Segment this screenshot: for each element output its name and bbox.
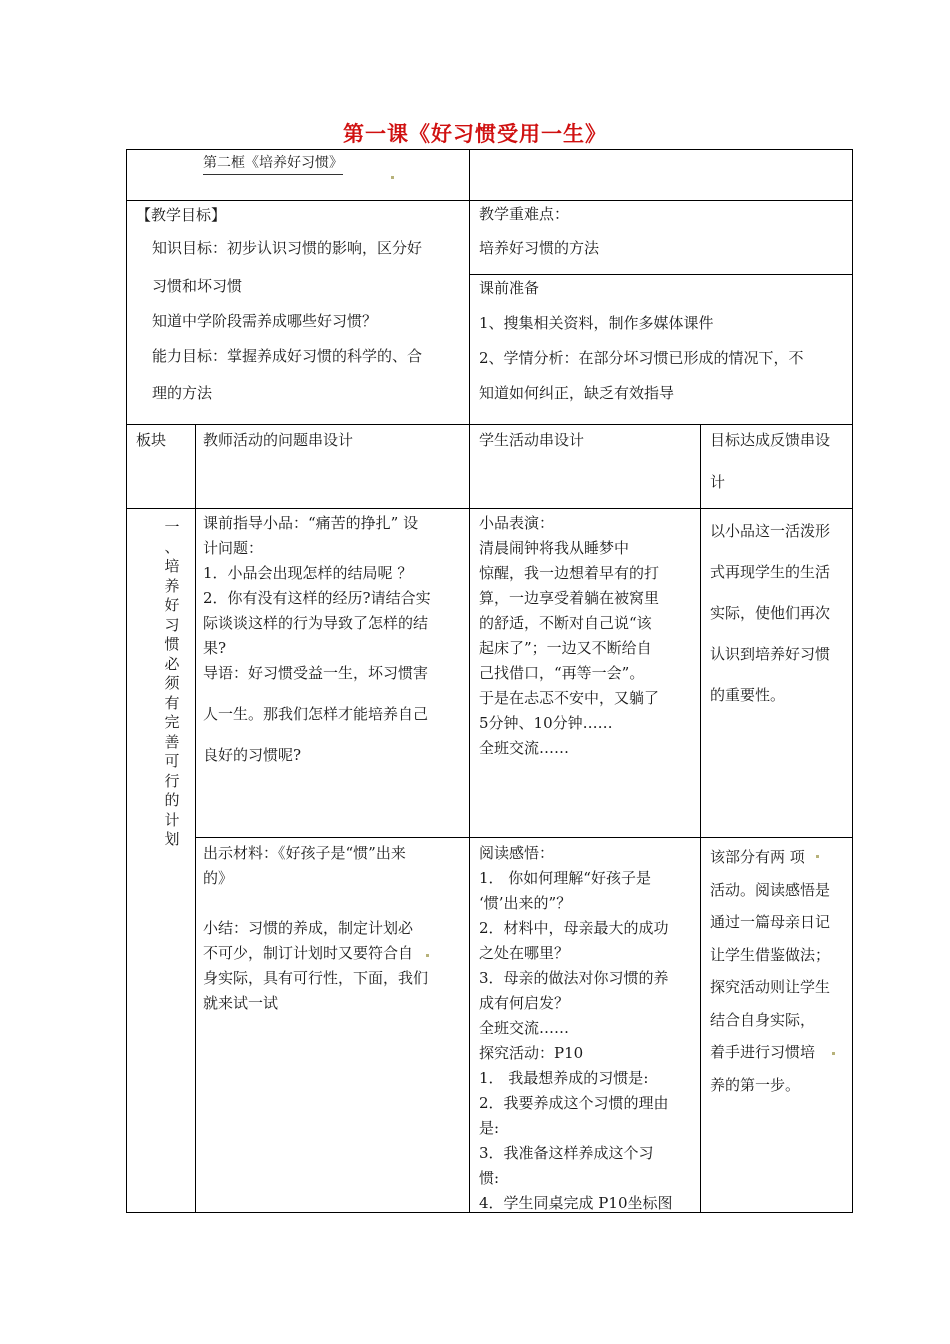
header-feedback-line: 计 xyxy=(710,473,726,491)
mark-dot xyxy=(816,855,819,858)
text-line: 5分钟、10分钟…… xyxy=(479,714,613,732)
section-label-char: 好 xyxy=(164,596,180,614)
preparation xyxy=(479,276,804,406)
text-line: 于是在忐忑不安中，又躺了 xyxy=(479,689,660,707)
text-line: 以小品这一活泼形 xyxy=(710,522,831,540)
text-line: 人一生。那我们怎样才能培养自己 xyxy=(203,705,429,723)
section-label-char: 习 xyxy=(164,615,180,634)
text-line: 际谈谈这样的行为导致了怎样的结 xyxy=(203,614,429,632)
header-teacher: 教师活动的问题串设计 xyxy=(203,431,354,449)
text-line: 实际，使他们再次 xyxy=(710,604,831,622)
teacher-activity-2 xyxy=(203,841,428,1016)
text-line: 的舒适，不断对自己说“该 xyxy=(479,614,652,632)
section-label-char: 必 xyxy=(164,654,180,673)
text-line: 2．我要养成这个习惯的理由 xyxy=(479,1094,669,1112)
mark-dot xyxy=(832,1052,835,1055)
section-label-char: 完 xyxy=(164,713,180,731)
text-line: 1． 你如何理解“好孩子是 xyxy=(479,869,651,887)
text-line: 着手进行习惯培 xyxy=(710,1043,816,1061)
text-line: 课前指导小品：“痛苦的挣扎” 设 xyxy=(203,514,419,532)
keypoints-text: 培养好习惯的方法 xyxy=(479,239,600,257)
text-line: 该部分有两 项 xyxy=(710,848,805,866)
text-line: 小品表演： xyxy=(479,514,555,532)
text-line: 就来试一试 xyxy=(203,994,279,1012)
text-line: 身实际，具有可行性，下面，我们 xyxy=(203,969,429,987)
text-line: 小结：习惯的养成，制定计划必 xyxy=(203,919,414,937)
section-label-char: 有 xyxy=(164,693,180,712)
text-line: 果? xyxy=(203,639,227,657)
prep-heading: 课前准备 xyxy=(479,279,540,297)
goals-heading: 【教学目标】 xyxy=(136,206,227,224)
text-line: 通过一篇母亲日记 xyxy=(710,913,831,931)
text-line: 不可少，制订计划时又要符合自 xyxy=(203,944,414,962)
section-label xyxy=(162,518,182,850)
feedback-1 xyxy=(710,511,830,716)
teaching-goals xyxy=(136,202,422,406)
text-line: 全班交流…… xyxy=(479,739,570,757)
text-line: 是: xyxy=(479,1119,500,1137)
goals-line: 能力目标：掌握养成好习惯的科学的、合 xyxy=(152,347,423,365)
section-label-char: 培 xyxy=(164,557,180,575)
subtitle: 第二框《培养好习惯》 xyxy=(203,152,343,175)
text-line: 2．材料中，母亲最大的成功 xyxy=(479,919,669,937)
text-line: 算，一边享受着躺在被窝里 xyxy=(479,589,660,607)
text-line: ‘惯’出来的”？ xyxy=(479,894,572,912)
goals-line: 理的方法 xyxy=(152,384,213,402)
header-section: 板块 xyxy=(136,431,167,449)
page-title: 第一课《好习惯受用一生》 xyxy=(343,122,607,146)
text-line: 清晨闹钟将我从睡梦中 xyxy=(479,539,630,557)
text-line: 探究活动则让学生 xyxy=(710,978,831,996)
text-line xyxy=(203,891,428,916)
text-line: 计问题： xyxy=(203,539,264,557)
section-label-char: 行 xyxy=(164,771,180,790)
text-line: 让学生借鉴做法； xyxy=(710,945,831,964)
text-line: 1． 我最想养成的习惯是: xyxy=(479,1069,649,1087)
text-line: 探究活动：P10 xyxy=(479,1044,584,1062)
text-line: 之处在哪里？ xyxy=(479,944,570,962)
section-label-char: 划 xyxy=(164,830,180,848)
text-line: 3．我准备这样养成这个习 xyxy=(479,1144,654,1162)
text-line: 导语：好习惯受益一生，坏习惯害 xyxy=(203,664,429,682)
section-label-char: 、 xyxy=(164,537,180,556)
section-label-char: 善 xyxy=(164,732,180,751)
text-line: 惊醒，我一边想着早有的打 xyxy=(479,564,660,582)
text-line: 4．学生同桌完成 P10坐标图 xyxy=(479,1194,673,1212)
text-line: 出示材料：《好孩子是“惯”出来 xyxy=(203,844,406,862)
text-line: 成有何启发？ xyxy=(479,994,570,1012)
text-line: 活动。阅读感悟是 xyxy=(710,880,831,899)
text-line: 认识到培养好习惯 xyxy=(710,645,831,663)
prep-line: 1、搜集相关资料，制作多媒体课件 xyxy=(479,314,714,332)
text-line: 1．小品会出现怎样的结局呢 ？ xyxy=(203,564,413,582)
mark-dot xyxy=(426,954,429,957)
section-label-char: 须 xyxy=(164,674,180,692)
student-activity-2 xyxy=(479,841,673,1216)
text-line: 2．你有没有这样的经历?请结合实 xyxy=(203,589,431,607)
section-label-char: 养 xyxy=(164,576,180,595)
prep-line: 2、学情分析：在部分坏习惯已形成的情况下，不 xyxy=(479,349,804,367)
section-label-char: 可 xyxy=(164,752,180,770)
section-label-char: 的 xyxy=(164,791,180,809)
goals-line: 知识目标：初步认识习惯的影响，区分好 xyxy=(152,239,423,257)
section-label-char: 一 xyxy=(164,518,180,536)
text-line: 阅读感悟： xyxy=(479,844,555,862)
key-points xyxy=(479,202,599,261)
header-feedback xyxy=(710,428,830,495)
section-label-char: 计 xyxy=(164,810,180,829)
student-activity-1 xyxy=(479,511,659,761)
keypoints-heading: 教学重难点： xyxy=(479,205,570,223)
text-line: 养的第一步。 xyxy=(710,1075,801,1094)
text-line: 惯: xyxy=(479,1169,500,1187)
text-line: 3．母亲的做法对你习惯的养 xyxy=(479,969,669,987)
header-feedback-line: 目标达成反馈串设 xyxy=(710,431,831,449)
goals-line: 习惯和坏习惯 xyxy=(152,277,243,295)
text-line: 全班交流…… xyxy=(479,1019,570,1037)
section-label-char: 惯 xyxy=(164,635,180,653)
teacher-activity-1 xyxy=(203,511,431,768)
text-line: 的》 xyxy=(203,869,234,887)
text-line: 结合自身实际， xyxy=(710,1010,816,1029)
mark-dot xyxy=(391,176,394,179)
text-line: 式再现学生的生活 xyxy=(710,563,831,581)
prep-line: 知道如何纠正，缺乏有效指导 xyxy=(479,384,675,402)
text-line: 的重要性。 xyxy=(710,686,786,704)
text-line: 起床了”；一边又不断给自 xyxy=(479,639,652,657)
feedback-2 xyxy=(710,841,830,1101)
text-line: 己找借口，“再等一会”。 xyxy=(479,664,645,682)
goals-line: 知道中学阶段需养成哪些好习惯？ xyxy=(152,312,378,330)
text-line: 良好的习惯呢? xyxy=(203,746,302,764)
header-student: 学生活动串设计 xyxy=(479,431,585,449)
